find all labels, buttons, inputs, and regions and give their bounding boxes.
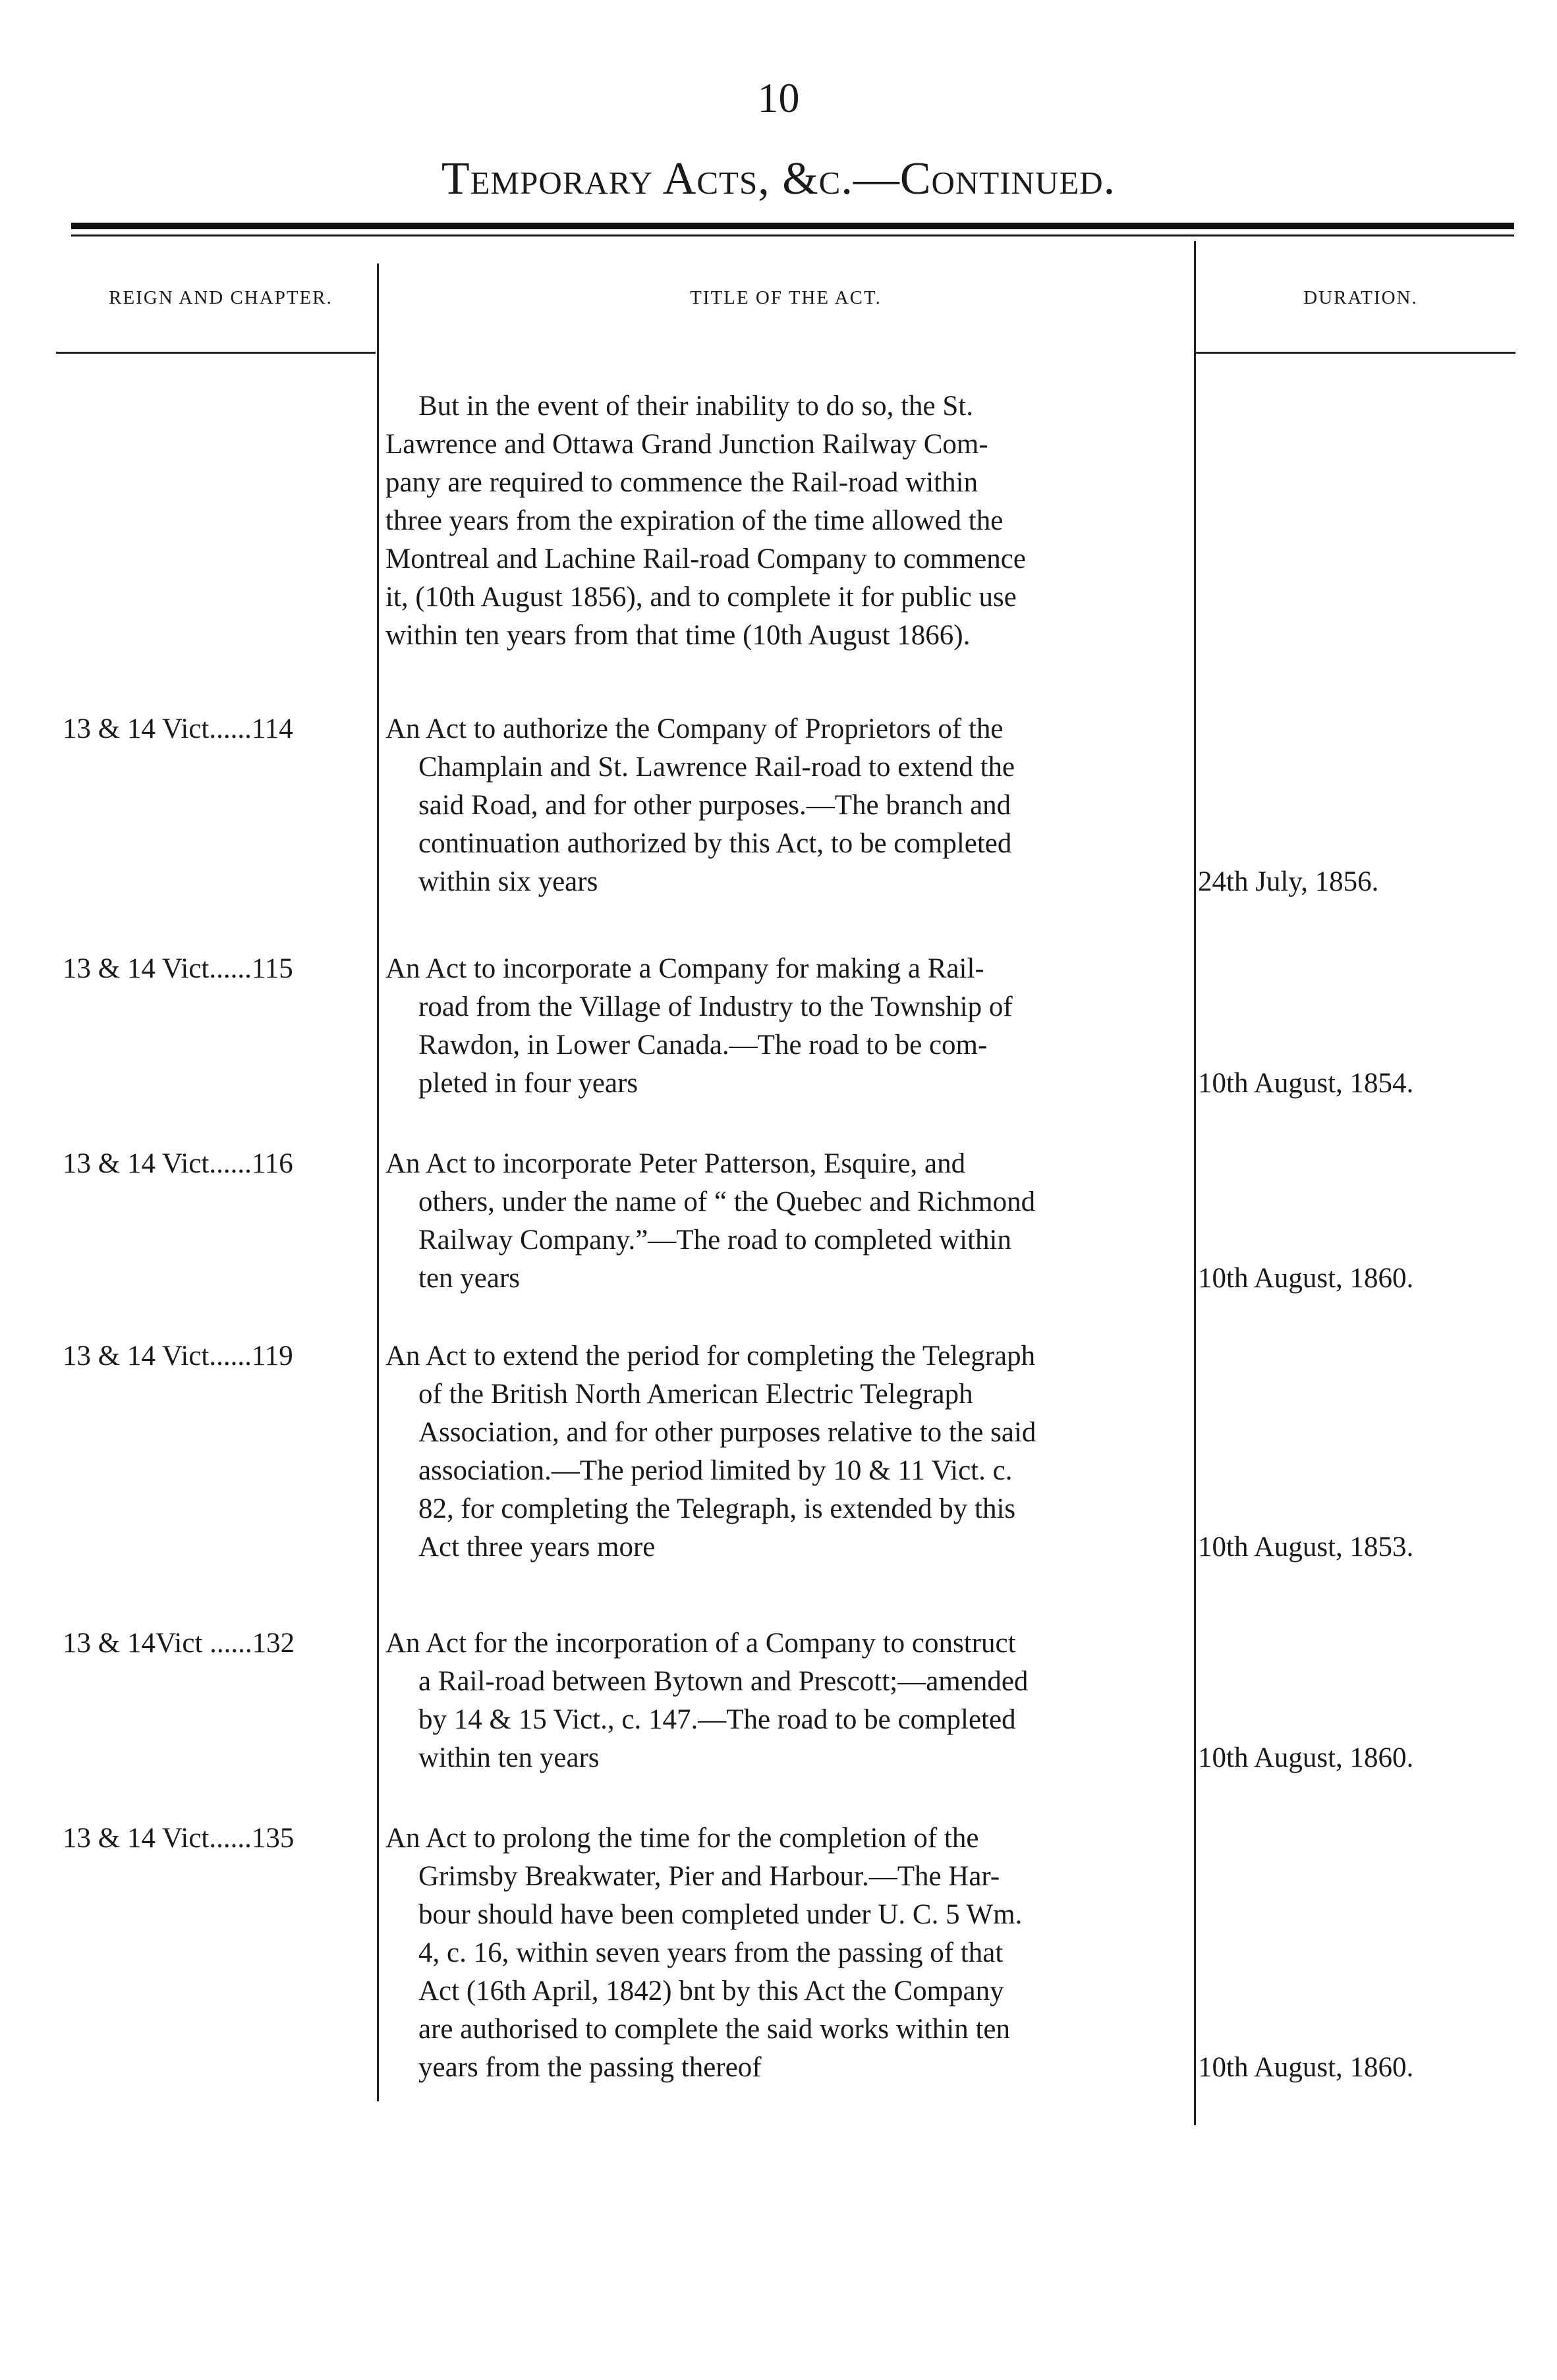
continuation-line: Montreal and Lachine Rail-road Company to commence — [385, 543, 1026, 574]
act-title-final-line: within six years — [418, 866, 598, 897]
act-title — [385, 1624, 1193, 1777]
act-title-line: association.—The period limited by 10 & 11 Vict. c. — [418, 1455, 1013, 1486]
continuation-paragraph — [385, 387, 1193, 655]
act-title-line: An Act to prolong the time for the completion of the — [385, 1823, 979, 1854]
act-title — [385, 1145, 1193, 1298]
column-header-title: TITLE OF THE ACT. — [690, 287, 882, 308]
act-title-line: 4, c. 16, within seven years from the passing of that — [418, 1937, 1004, 1968]
page-number: 10 — [757, 74, 800, 121]
duration: 10th August, 1854. — [1198, 1068, 1414, 1099]
act-title — [385, 1337, 1193, 1566]
continuation-line: three years from the expiration of the time allowed the — [385, 505, 1004, 536]
duration: 10th August, 1860. — [1198, 2052, 1414, 2083]
act-title-final-line: years from the passing thereof — [418, 2052, 762, 2083]
header-separator-right — [1196, 352, 1515, 354]
header-rule-thin — [71, 235, 1514, 236]
act-title-line: by 14 & 15 Vict., c. 147.—The road to be completed — [418, 1704, 1016, 1735]
reign-chapter: 13 & 14 Vict......115 — [63, 953, 293, 984]
duration: 10th August, 1853. — [1198, 1532, 1414, 1563]
act-title-line: bour should have been completed under U. C. 5 Wm. — [418, 1899, 1023, 1930]
act-title-final-line: Act three years more — [418, 1532, 656, 1563]
act-title-line: 82, for completing the Telegraph, is extended by this — [418, 1493, 1016, 1524]
reign-chapter: 13 & 14 Vict......114 — [63, 713, 293, 744]
act-title-line: Association, and for other purposes relative to the said — [418, 1417, 1036, 1448]
act-title-final-line: ten years — [418, 1263, 521, 1294]
header-rule-thick — [71, 223, 1514, 229]
act-title-line: An Act to authorize the Company of Proprietors of the — [385, 713, 1004, 744]
act-title-line: said Road, and for other purposes.—The branch and — [418, 790, 1011, 821]
reign-chapter: 13 & 14 Vict......119 — [63, 1341, 293, 1371]
act-title-line: Rawdon, in Lower Canada.—The road to be com- — [418, 1030, 988, 1061]
act-title-line: continuation authorized by this Act, to be completed — [418, 828, 1012, 859]
continuation-line: it, (10th August 1856), and to complete it for public use — [385, 582, 1017, 613]
act-title — [385, 950, 1193, 1103]
duration: 10th August, 1860. — [1198, 1742, 1414, 1773]
act-title-line: An Act for the incorporation of a Company to construct — [385, 1628, 1016, 1659]
continuation-line: within ten years from that time (10th August 1866). — [385, 620, 971, 651]
continuation-line: Lawrence and Ottawa Grand Junction Railway Com- — [385, 429, 988, 460]
act-title-line: An Act to extend the period for completing the Telegraph — [385, 1341, 1036, 1371]
act-title-line: Railway Company.”—The road to completed within — [418, 1225, 1011, 1256]
reign-chapter: 13 & 14 Vict......135 — [63, 1823, 295, 1854]
act-title — [385, 710, 1193, 901]
column-divider-right — [1194, 241, 1196, 2125]
act-title-line: Grimsby Breakwater, Pier and Harbour.—The Har- — [418, 1861, 1000, 1892]
column-header-reign: REIGN AND CHAPTER. — [109, 287, 333, 308]
act-title-line: road from the Village of Industry to the Township of — [418, 991, 1013, 1022]
act-title-line: Champlain and St. Lawrence Rail-road to extend the — [418, 752, 1015, 783]
act-title-line: others, under the name of “ the Quebec and Richmond — [418, 1186, 1036, 1217]
reign-chapter: 13 & 14 Vict......116 — [63, 1148, 293, 1179]
act-title-line: a Rail-road between Bytown and Prescott;—amended — [418, 1666, 1029, 1697]
continuation-line: But in the event of their inability to do so, the St. — [418, 391, 973, 422]
act-title-line: of the British North American Electric Telegraph — [418, 1379, 973, 1410]
duration: 24th July, 1856. — [1198, 866, 1379, 897]
act-title-final-line: pleted in four years — [418, 1068, 638, 1099]
reign-chapter: 13 & 14Vict ......132 — [63, 1628, 295, 1659]
continuation-line: pany are required to commence the Rail-road within — [385, 467, 978, 498]
column-header-duration: DURATION. — [1303, 287, 1418, 308]
page-title: Temporary Acts, &c.—Continued. — [441, 153, 1116, 204]
header-separator-left — [56, 352, 376, 354]
act-title-line: Act (16th April, 1842) bnt by this Act the Company — [418, 1976, 1004, 2006]
duration: 10th August, 1860. — [1198, 1263, 1414, 1294]
act-title — [385, 1819, 1193, 2087]
act-title-line: An Act to incorporate a Company for making a Rail- — [385, 953, 984, 984]
act-title-line: An Act to incorporate Peter Patterson, Esquire, and — [385, 1148, 966, 1179]
act-title-line: are authorised to complete the said works within ten — [418, 2014, 1010, 2045]
act-title-final-line: within ten years — [418, 1742, 600, 1773]
